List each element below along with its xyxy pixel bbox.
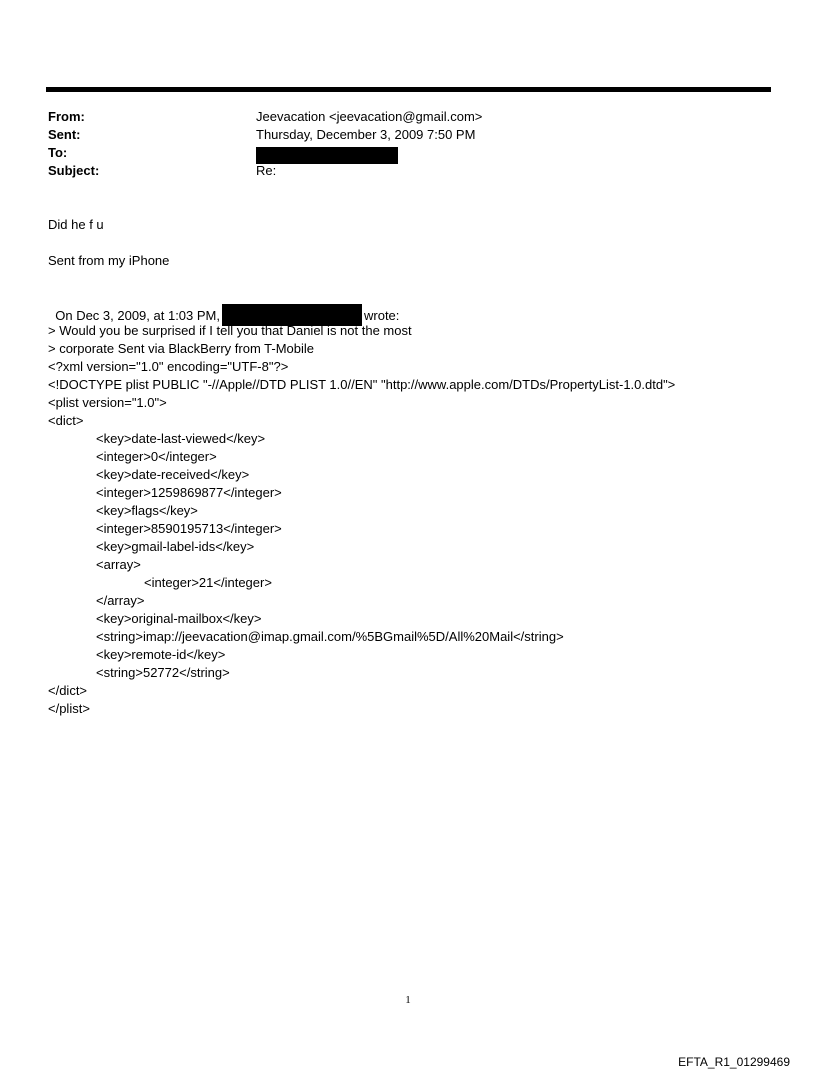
page-number: 1: [405, 994, 411, 1006]
quoted-line: <integer>0</integer>: [96, 449, 217, 464]
quoted-line: <string>imap://jeevacation@imap.gmail.com/%5BGmail%5D/All%20Mail</string>: [96, 629, 564, 644]
quoted-line: </plist>: [48, 701, 90, 716]
quoted-content: [48, 322, 675, 718]
quoted-line: <integer>1259869877</integer>: [96, 485, 282, 500]
subject-value: Re:: [256, 163, 277, 178]
quote-intro-after: wrote:: [364, 308, 400, 323]
quote-intro: [48, 286, 399, 326]
quoted-line: > Would you be surprised if I tell you that Daniel is not the most: [48, 323, 412, 338]
email-header: [48, 108, 748, 180]
redaction-block: [256, 147, 398, 164]
to-value: [256, 146, 398, 164]
quoted-line: <key>flags</key>: [96, 503, 198, 518]
quote-intro-before: On Dec 3, 2009, at 1:03 PM,: [55, 308, 220, 323]
quoted-line: <key>remote-id</key>: [96, 647, 226, 662]
subject-label: Subject:: [48, 163, 100, 178]
sent-value: Thursday, December 3, 2009 7:50 PM: [256, 127, 476, 142]
quoted-line: <!DOCTYPE plist PUBLIC "-//Apple//DTD PLIST 1.0//EN" "http://www.apple.com/DTDs/PropertyList-1.0.dtd">: [48, 377, 676, 392]
quoted-line: > corporate Sent via BlackBerry from T-Mobile: [48, 341, 315, 356]
quoted-line: </dict>: [48, 683, 88, 698]
quoted-line: </array>: [96, 593, 145, 608]
message-line: Did he f u: [48, 217, 104, 232]
to-label: To:: [48, 145, 68, 160]
quoted-line: <key>original-mailbox</key>: [96, 611, 262, 626]
quoted-line: <integer>8590195713</integer>: [96, 521, 282, 536]
quoted-line: <integer>21</integer>: [144, 575, 272, 590]
from-value: Jeevacation <jeevacation@gmail.com>: [256, 109, 483, 124]
quoted-line: <key>gmail-label-ids</key>: [96, 539, 255, 554]
quoted-line: <plist version="1.0">: [48, 395, 167, 410]
quoted-line: <array>: [96, 557, 141, 572]
header-rule: [46, 87, 771, 92]
quoted-line: <?xml version="1.0" encoding="UTF-8"?>: [48, 359, 289, 374]
quoted-line: <key>date-last-viewed</key>: [96, 431, 266, 446]
signature-line: Sent from my iPhone: [48, 253, 170, 268]
quoted-line: <string>52772</string>: [96, 665, 230, 680]
from-label: From:: [48, 109, 85, 124]
quoted-line: <dict>: [48, 413, 84, 428]
sent-label: Sent:: [48, 127, 81, 142]
bates-number: EFTA_R1_01299469: [678, 1055, 790, 1069]
quoted-line: <key>date-received</key>: [96, 467, 250, 482]
